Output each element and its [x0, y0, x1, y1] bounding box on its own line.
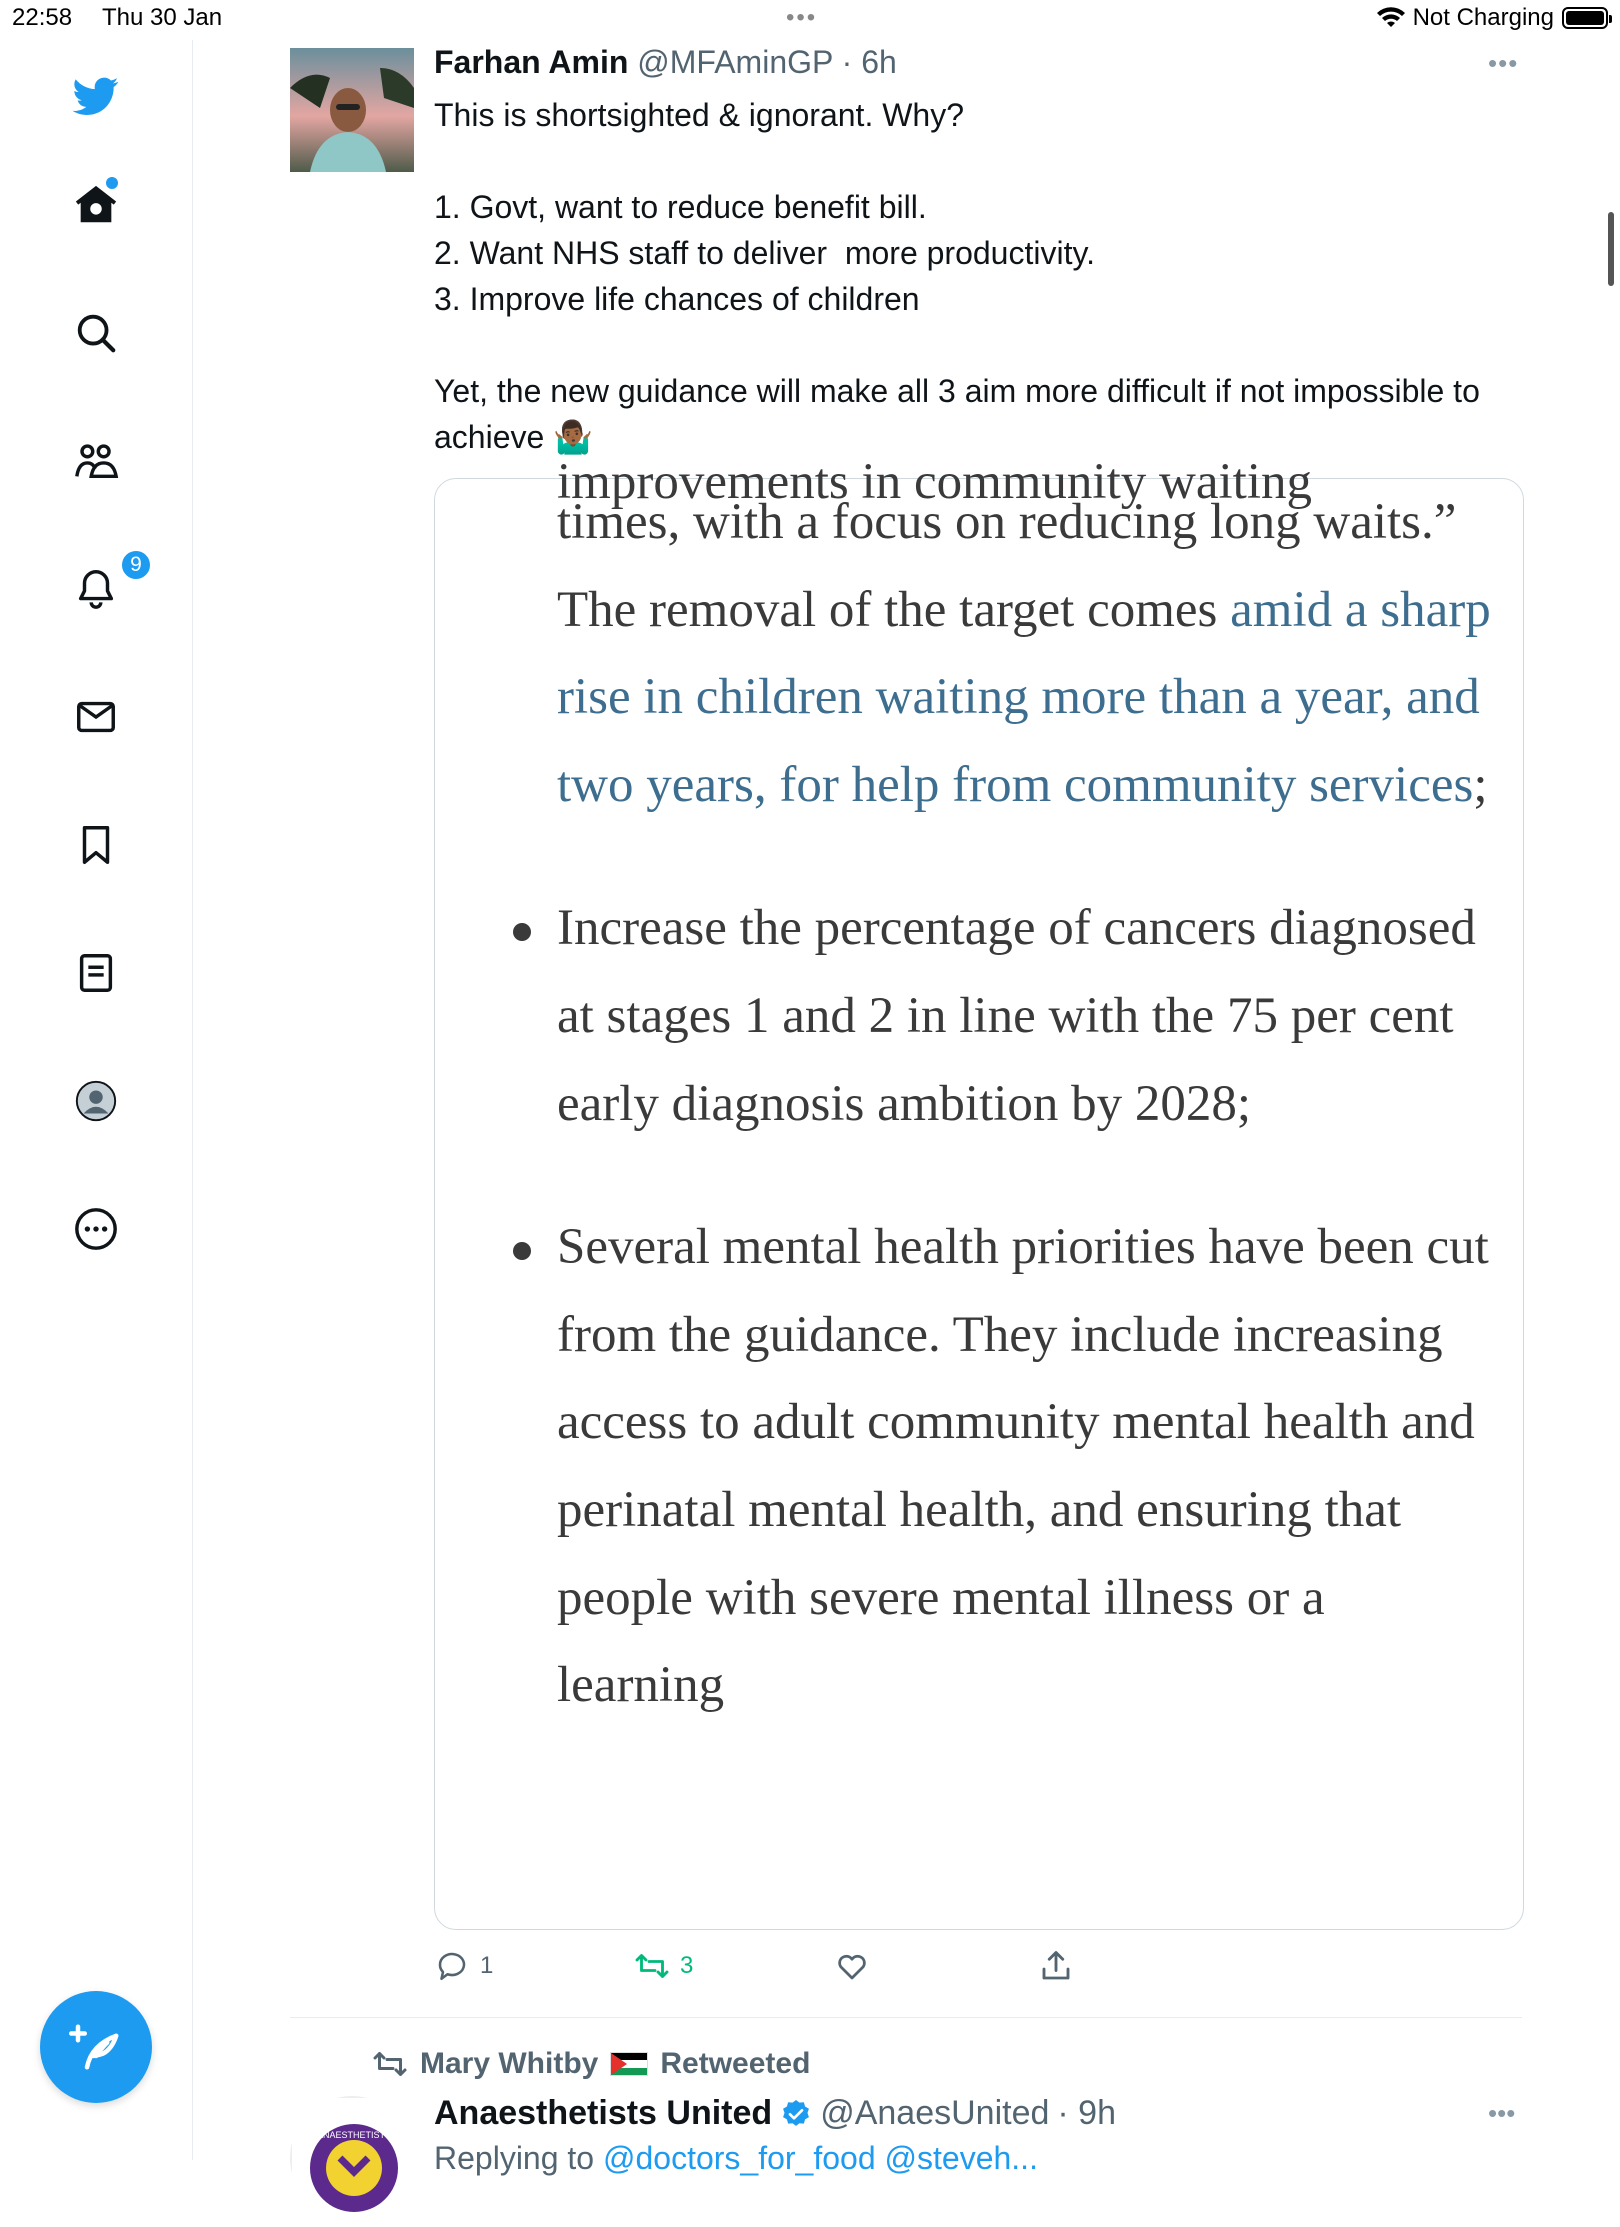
notifications-icon [73, 566, 119, 612]
author-handle[interactable]: @MFAminGP [637, 44, 833, 80]
more-icon [73, 1206, 119, 1252]
palestine-flag-icon [610, 2052, 648, 2076]
next-tweet-time[interactable]: · 9h [1057, 2094, 1116, 2132]
notification-count-badge: 9 [120, 549, 152, 581]
tweet-media-image[interactable] [434, 454, 1524, 1930]
next-author-name[interactable]: Anaesthetists United [434, 2094, 773, 2132]
replying-to-label: Replying to [434, 2140, 603, 2176]
article-punct: ; [1473, 756, 1488, 813]
home-unread-dot [106, 177, 118, 189]
logo-text: ANAESTHETISTS [316, 2130, 392, 2140]
article-screenshot [435, 439, 1523, 1730]
heart-icon [834, 1948, 870, 1984]
article-paragraph [435, 479, 1523, 829]
tweet-divider [290, 2017, 1522, 2018]
tweet-time[interactable]: · 6h [832, 44, 897, 80]
status-date: Thu 30 Jan [102, 4, 223, 31]
profile-icon [73, 1078, 119, 1124]
tweet-text: This is shortsighted & ignorant. Why? 1. Govt, want to reduce benefit bill. 2. Want NHS staff to deliver more productivity. 3. Improve life chances of children Yet, the new guidance will make all 3 aim more difficult if not impossible to achieve 🤷🏾‍♂️ [434, 97, 1480, 455]
avatar[interactable] [290, 48, 414, 172]
article-bullet [435, 885, 1523, 1148]
nav-explore[interactable] [60, 297, 132, 369]
anaesthetists-avatar[interactable] [290, 2096, 414, 2220]
battery-icon [1562, 7, 1608, 29]
reply-button[interactable] [434, 1948, 493, 1984]
article-text: times, with a focus on reducing long waits.” The removal of the target comes [557, 494, 1457, 638]
tweet-more-options[interactable]: ••• [1488, 48, 1519, 78]
tweet-actions [434, 1948, 1534, 1998]
bullet-text: Several mental health priorities have been cut from the guidance. They include increasing access to adult community mental health and perinatal mental health, and ensuring that people with severe mental illness or a learning [557, 1219, 1489, 1714]
nav-bookmarks[interactable] [60, 809, 132, 881]
nav-messages[interactable] [60, 681, 132, 753]
nav-communities[interactable] [60, 425, 132, 497]
article-link: amid a sharp rise in children waiting more than a year, and two years, for help from community services [557, 581, 1491, 813]
like-button[interactable] [834, 1948, 870, 1984]
nav-more[interactable] [60, 1193, 132, 1265]
messages-icon [73, 694, 119, 740]
search-icon [73, 310, 119, 356]
bullet-dot [513, 923, 531, 941]
share-button[interactable] [1038, 1948, 1074, 1984]
nav-home[interactable] [60, 169, 132, 241]
communities-icon [73, 438, 119, 484]
next-author-handle[interactable]: @AnaesUnited [820, 2094, 1050, 2132]
nav-lists[interactable] [60, 937, 132, 1009]
tweet-header [434, 44, 897, 81]
bullet-text: Increase the percentage of cancers diagnosed at stages 1 and 2 in line with the 75 per cent early diagnosis ambition by 2028; [557, 900, 1476, 1132]
next-tweet-more-options[interactable]: ••• [1488, 2098, 1516, 2128]
reply-icon [434, 1948, 470, 1984]
share-icon [1038, 1948, 1074, 1984]
twitter-logo-button[interactable] [60, 60, 132, 132]
next-tweet-header [434, 2094, 1116, 2133]
author-name[interactable]: Farhan Amin [434, 44, 629, 80]
bookmarks-icon [73, 822, 119, 868]
battery-status-text: Not Charging [1412, 4, 1554, 31]
retweeted-label: Retweeted [660, 2047, 811, 2080]
lists-icon [73, 950, 119, 996]
nav-notifications[interactable] [60, 553, 142, 625]
article-partial-line: improvements in community waiting [557, 454, 1312, 510]
status-right [1377, 4, 1608, 32]
retweeter-name: Mary Whitby [420, 2047, 599, 2080]
reply-count: 1 [480, 1952, 494, 1979]
avatar-photo [290, 48, 414, 172]
bullet-dot [513, 1242, 531, 1260]
status-bar [0, 0, 1620, 40]
compose-feather-icon [69, 2020, 123, 2074]
status-time: 22:58 [12, 4, 73, 31]
anaesthetists-logo [292, 2098, 416, 2222]
replying-to [434, 2140, 1038, 2177]
retweet-button[interactable] [634, 1948, 693, 1984]
verified-badge-icon [780, 2098, 812, 2130]
scrollbar[interactable] [1608, 212, 1614, 286]
nav-profile[interactable] [60, 1065, 132, 1137]
wifi-icon [1377, 7, 1405, 29]
multitask-dots[interactable]: ••• [786, 4, 818, 31]
article-bullet [435, 1204, 1523, 1730]
sidebar-nav [0, 40, 193, 2160]
retweet-icon [634, 1948, 670, 1984]
retweet-context[interactable] [372, 2046, 810, 2082]
retweet-context-icon [372, 2046, 408, 2082]
retweet-count: 3 [680, 1952, 694, 1979]
replying-to-mention[interactable]: @doctors_for_food @steveh... [602, 2140, 1038, 2176]
compose-tweet-button[interactable] [40, 1991, 152, 2103]
twitter-bird-icon [73, 73, 119, 119]
